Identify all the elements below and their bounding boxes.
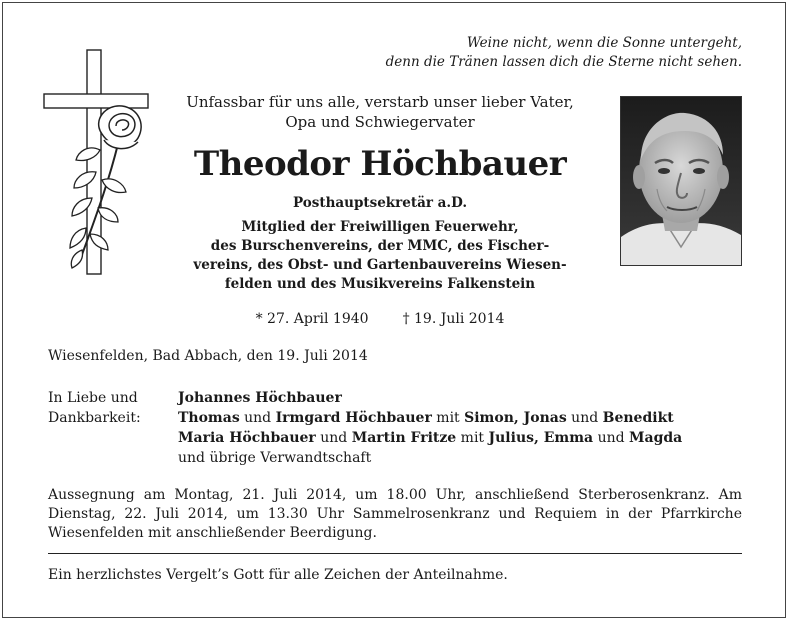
intro-text [150, 92, 610, 132]
deceased-name: Theodor Höchbauer [193, 144, 567, 184]
mourners-label-line: In Liebe und [48, 390, 138, 406]
death-date: † 19. Juli 2014 [402, 311, 505, 327]
mourner-name: Irmgard Höchbauer [275, 410, 432, 426]
connector-text: und [566, 410, 603, 426]
birth-date: * 27. April 1940 [255, 311, 369, 327]
intro-line: Opa und Schwiegervater [285, 113, 475, 131]
membership-line: des Burschenvereins, der MMC, des Fischer- [210, 238, 550, 254]
place-and-date: Wiesenfelden, Bad Abbach, den 19. Juli 2014 [48, 348, 368, 364]
mourner-name: Julius, Emma [488, 430, 594, 446]
portrait-photo [620, 96, 742, 266]
life-dates [150, 309, 610, 329]
connector-text: mit [431, 410, 465, 426]
connector-text: und [315, 430, 352, 446]
mourners-list [178, 388, 748, 468]
mourner-name: Johannes Höchbauer [178, 390, 342, 406]
cross-with-rose-icon [40, 46, 152, 278]
epigraph [330, 34, 742, 72]
connector-text: und [239, 410, 276, 426]
membership-line: vereins, des Obst- und Gartenbauvereins Wiesen- [193, 257, 567, 273]
mourners-line [178, 388, 748, 408]
deceased-title: Posthauptsekretär a.D. [292, 195, 468, 211]
epigraph-line: Weine nicht, wenn die Sonne untergeht, [466, 35, 742, 51]
connector-text: und [593, 430, 630, 446]
funeral-details: Aussegnung am Montag, 21. Juli 2014, um 18.00 Uhr, anschließend Sterberosenkranz. Am Dienstag, 22. Juli 2014, um 13.30 Uhr Sammelrosenkranz und Requiem in der Pfarrkirche Wiesenfelden mit anschließender Beerdigung. [48, 487, 742, 541]
mourner-name: Maria Höchbauer [178, 430, 316, 446]
mourner-name: Benedikt [602, 410, 674, 426]
thanks-text: Ein herzlichstes Vergelt’s Gott für alle Zeichen der Anteilnahme. [48, 567, 508, 583]
mourners-line [178, 408, 748, 428]
memberships [150, 218, 610, 294]
portrait-icon [621, 97, 741, 265]
mourner-name: Thomas [178, 410, 240, 426]
mourner-name: Simon, Jonas [464, 410, 567, 426]
mourners-label [48, 388, 178, 428]
mourners-label-line: Dankbarkeit: [48, 410, 141, 426]
membership-line: felden und des Musikvereins Falkenstein [224, 276, 536, 292]
mourner-name: Martin Fritze [351, 430, 457, 446]
mourners-line: und übrige Verwandtschaft [178, 450, 372, 466]
divider [48, 553, 742, 554]
connector-text: mit [456, 430, 489, 446]
mourners-line [178, 428, 748, 448]
membership-line: Mitglied der Freiwilligen Feuerwehr, [241, 219, 519, 235]
epigraph-line: denn die Tränen lassen dich die Sterne nicht sehen. [385, 54, 742, 70]
mourner-name: Magda [629, 430, 683, 446]
intro-line: Unfassbar für uns alle, verstarb unser lieber Vater, [186, 93, 574, 111]
